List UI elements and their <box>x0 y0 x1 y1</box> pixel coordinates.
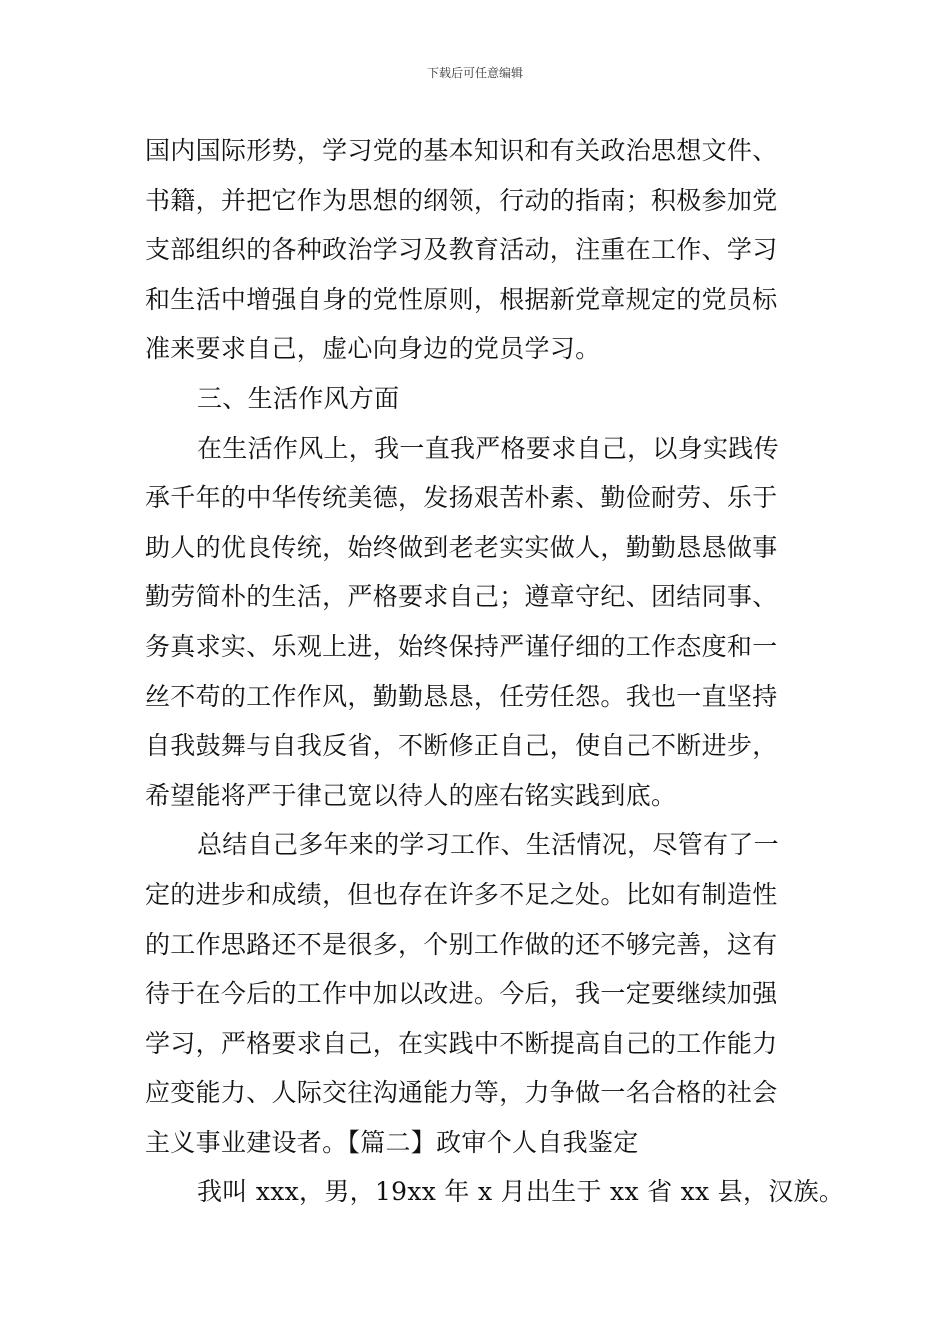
text-line: 助人的优良传统，始终做到老老实实做人，勤勤恳恳做事 <box>145 532 778 562</box>
page-header-note: 下载后可任意编辑 <box>426 66 523 80</box>
text-line: 支部组织的各种政治学习及教育活动，注重在工作、学习 <box>145 235 778 265</box>
text-line: 丝不苟的工作作风，勤勤恳恳，任劳任怨。我也一直坚持 <box>145 681 778 711</box>
text-line: 的工作思路还不是很多，个别工作做的还不够完善，这有 <box>145 929 778 959</box>
text-line: 准来要求自己，虚心向身边的党员学习。 <box>145 334 601 364</box>
text-line: 国内国际形势，学习党的基本知识和有关政治思想文件、 <box>145 136 778 165</box>
section-heading: 三、生活作风方面 <box>197 383 400 413</box>
text-line: 主义事业建设者。【篇二】政审个人自我鉴定 <box>145 1127 639 1157</box>
text-line: 应变能力、人际交往沟通能力等，力争做一名合格的社会 <box>145 1078 778 1108</box>
text-line: 总结自己多年来的学习工作、生活情况，尽管有了一 <box>197 830 779 860</box>
text-line: 承千年的中华传统美德，发扬艰苦朴素、勤俭耐劳、乐于 <box>145 483 778 513</box>
text-line: 在生活作风上，我一直我严格要求自己，以身实践传 <box>197 433 779 463</box>
text-line: 待于在今后的工作中加以改进。今后，我一定要继续加强 <box>145 979 778 1009</box>
text-line: 书籍，并把它作为思想的纲领，行动的指南；积极参加党 <box>145 185 778 215</box>
text-line: 自我鼓舞与自我反省，不断修正自己，使自己不断进步， <box>145 731 778 761</box>
document-body <box>145 126 845 1217</box>
text-line: 定的进步和成绩，但也存在许多不足之处。比如有制造性 <box>145 879 778 909</box>
text-line: 务真求实、乐观上进，始终保持严谨仔细的工作态度和一 <box>145 631 778 661</box>
text-line: 学习，严格要求自己，在实践中不断提高自己的工作能力 <box>145 1028 778 1058</box>
text-line: 我叫 xxx，男，19xx 年 x 月出生于 xx 省 xx 县，汉族。 <box>197 1177 845 1207</box>
text-line: 和生活中增强自身的党性原则，根据新党章规定的党员标 <box>145 284 778 314</box>
text-line: 勤劳简朴的生活，严格要求自己；遵章守纪、团结同事、 <box>145 582 778 612</box>
text-line: 希望能将严于律己宽以待人的座右铭实践到底。 <box>145 780 677 810</box>
